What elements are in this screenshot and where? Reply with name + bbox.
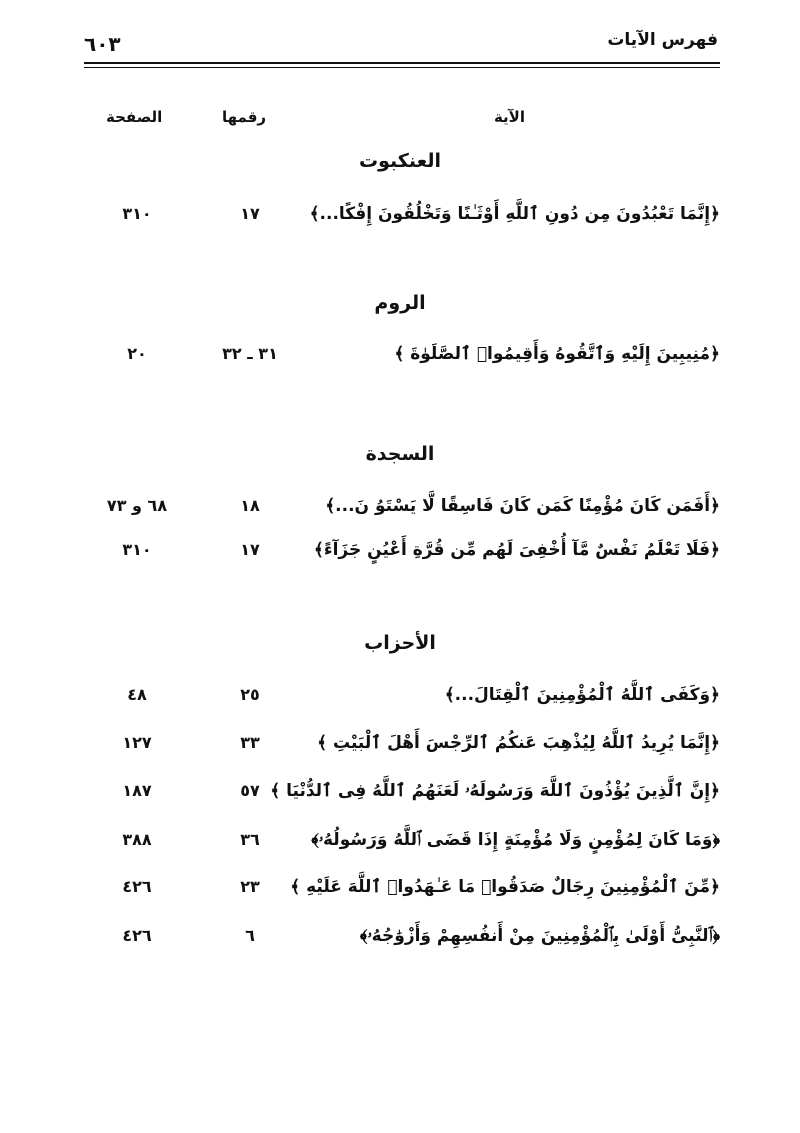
verse-text: ﴿أَفَمَن كَانَ مُؤْمِنًا كَمَن كَانَ فَاسِقًا لَّا يَسْتَوُ نَ...﴾ — [325, 496, 720, 516]
page-ref: ٣١٠ — [122, 204, 152, 223]
section-title-ankabut: العنكبوت — [359, 150, 441, 172]
page-ref: ٦٨ و ٧٣ — [106, 496, 168, 515]
table-row — [80, 489, 720, 523]
verse-text: ﴿إِنَّ ٱلَّذِينَ يُؤْذُونَ ٱللَّهَ وَرَسُولَهُۥ لَعَنَهُمُ ٱللَّهُ فِى ٱلدُّنْيَا ﴾ — [270, 781, 720, 801]
verse-number: ٥٧ — [240, 781, 260, 800]
verse-text: ﴿إِنَّمَا تَعْبُدُونَ مِن دُونِ ٱللَّهِ أَوْثَـٰنًا وَتَخْلُقُونَ إِفْكًا...﴾ — [309, 204, 720, 224]
table-row — [80, 726, 720, 760]
verse-number: ١٧ — [240, 204, 260, 223]
verse-number: ٣١ ـ ٣٢ — [222, 344, 278, 363]
verse-number: ٢٣ — [240, 877, 260, 896]
column-header-number: رقمها — [222, 108, 267, 126]
section-title-rum: الروم — [374, 292, 426, 314]
column-header-verse: الآية — [493, 108, 525, 126]
page-ref: ٤٢٦ — [122, 877, 152, 896]
verse-text: ﴿فَلَا تَعْلَمُ نَفْسٌ مَّآ أُخْفِىَ لَهُم مِّن قُرَّةِ أَعْيُنٍ جَزَآءً﴾ — [313, 540, 720, 560]
page-ref: ١٢٧ — [122, 733, 152, 752]
verse-text: ﴿إِنَّمَا يُرِيدُ ٱللَّهُ لِيُذْهِبَ عَنكُمُ ٱلرِّجْسَ أَهْلَ ٱلْبَيْتِ ﴾ — [317, 733, 720, 753]
verse-text: ﴿مِّنَ ٱلْمُؤْمِنِينَ رِجَالٌ صَدَقُوا۟ مَا عَـٰهَدُوا۟ ٱللَّهَ عَلَيْهِ ﴾ — [290, 877, 720, 897]
header-rule — [84, 62, 720, 64]
table-row — [80, 678, 720, 712]
verse-number: ٣٣ — [240, 733, 260, 752]
table-row — [80, 823, 720, 857]
section-title-ahzab: الأحزاب — [364, 632, 436, 654]
page-ref: ٣٨٨ — [122, 830, 152, 849]
verse-number: ٣٦ — [240, 830, 260, 849]
page-number: ٦٠٣ — [84, 32, 121, 56]
verse-number: ١٨ — [240, 496, 260, 515]
section-title-sajda: السجدة — [365, 443, 435, 465]
page-ref: ٢٠ — [127, 344, 147, 363]
verse-number: ٢٥ — [240, 685, 260, 704]
page-ref: ٤٨ — [127, 685, 147, 704]
verse-number: ١٧ — [240, 540, 260, 559]
header-rule-thin — [84, 67, 720, 68]
column-header-page: الصفحة — [106, 108, 163, 126]
verse-text: ﴿وَكَفَى ٱللَّهُ ٱلْمُؤْمِنِينَ ٱلْقِتَالَ...﴾ — [444, 685, 720, 705]
table-row — [80, 533, 720, 567]
verse-text: ﴿ٱلنَّبِىُّ أَوْلَىٰ بِٱلْمُؤْمِنِينَ مِنْ أَنفُسِهِمْ وَأَزْوَٰجُهُۥ﴾ — [359, 926, 720, 946]
page-ref: ٤٢٦ — [122, 926, 152, 945]
verse-text: ﴿وَمَا كَانَ لِمُؤْمِنٍ وَلَا مُؤْمِنَةٍ إِذَا قَضَى ٱللَّهُ وَرَسُولُهُۥ﴾ — [311, 830, 720, 850]
running-title: فهرس الآيات — [607, 30, 718, 50]
table-row — [80, 774, 720, 808]
page-ref: ٣١٠ — [122, 540, 152, 559]
table-row — [80, 919, 720, 953]
table-row — [80, 197, 720, 231]
verse-number: ٦ — [245, 926, 255, 945]
page-ref: ١٨٧ — [122, 781, 152, 800]
table-row — [80, 870, 720, 904]
verse-text: ﴿مُنِيبِينَ إِلَيْهِ وَٱتَّقُوهُ وَأَقِيمُوا۟ ٱلصَّلَوٰةَ ﴾ — [394, 344, 720, 364]
table-row — [80, 337, 720, 371]
